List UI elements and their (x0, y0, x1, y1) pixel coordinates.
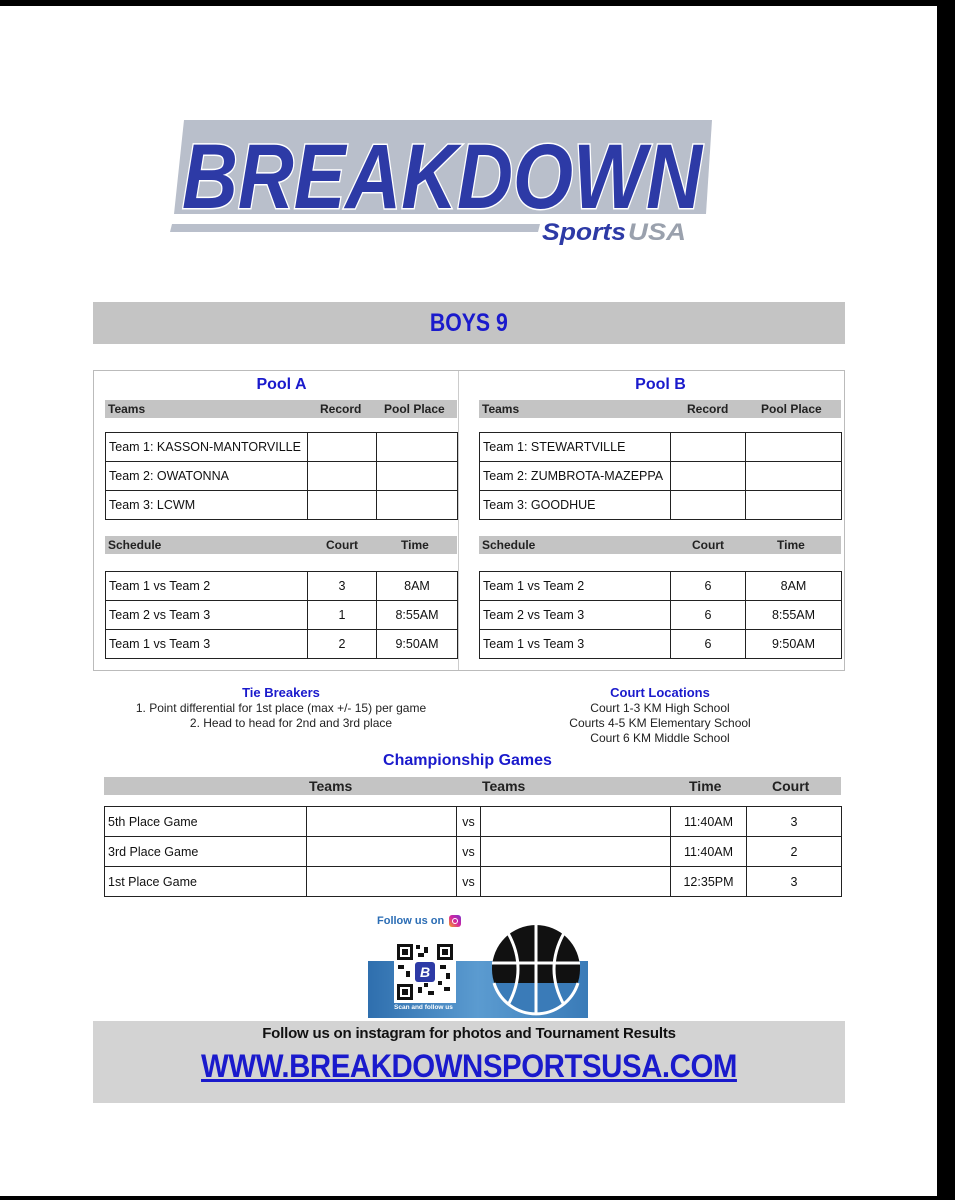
game-vs: vs (457, 807, 481, 837)
team-name: Team 2: OWATONNA (106, 462, 308, 491)
pool-a-title: Pool A (256, 376, 307, 393)
table-row (106, 572, 458, 601)
frame-bottom-border (0, 1196, 955, 1200)
pool-b-teams-table (479, 432, 842, 520)
pool-b-schedule-header (479, 536, 841, 554)
table-row (106, 630, 458, 659)
pool-a-teams-table (105, 432, 458, 520)
header-schedule: Schedule (108, 538, 162, 552)
game-team-2[interactable] (481, 837, 671, 867)
game-time: 8AM (377, 572, 458, 601)
game-time: 11:40AM (671, 807, 747, 837)
footer-banner (93, 1021, 845, 1103)
game-matchup: Team 2 vs Team 3 (106, 601, 308, 630)
pool-b-schedule-table (479, 571, 842, 659)
header-court: Court (772, 778, 810, 794)
instagram-icon (449, 915, 461, 927)
game-team-1[interactable] (307, 807, 457, 837)
tie-breaker-line: 1. Point differential for 1st place (max +/- 15) per game (135, 701, 427, 715)
pool-a (105, 371, 458, 670)
header-teams-2: Teams (482, 778, 526, 794)
pool-b-teams-header (479, 400, 841, 418)
basketball-icon (488, 921, 584, 1017)
header-teams: Teams (482, 402, 520, 416)
team-place[interactable] (377, 462, 458, 491)
court-location-line: Court 1-3 KM High School (590, 701, 730, 715)
game-court: 6 (671, 572, 746, 601)
team-name: Team 1: KASSON-MANTORVILLE (106, 433, 308, 462)
team-name: Team 1: STEWARTVILLE (480, 433, 671, 462)
table-row (480, 433, 842, 462)
division-title: BOYS 9 (430, 308, 508, 337)
court-locations-title: Court Locations (610, 685, 710, 700)
game-time: 12:35PM (671, 867, 747, 897)
game-vs: vs (457, 837, 481, 867)
game-time: 9:50AM (746, 630, 842, 659)
header-teams: Teams (108, 402, 146, 416)
championship-title: Championship Games (383, 752, 552, 769)
header-record: Record (687, 402, 729, 416)
team-record[interactable] (308, 462, 377, 491)
team-name: Team 2: ZUMBROTA-MAZEPPA (480, 462, 671, 491)
logo-usa-text: USA (628, 219, 686, 246)
game-time: 9:50AM (377, 630, 458, 659)
team-place[interactable] (746, 433, 842, 462)
website-link[interactable]: WWW.BREAKDOWNSPORTSUSA.COM (201, 1048, 737, 1084)
game-vs: vs (457, 867, 481, 897)
team-record[interactable] (308, 433, 377, 462)
header-pool-place: Pool Place (761, 402, 822, 416)
team-name: Team 3: GOODHUE (480, 491, 671, 520)
game-time: 11:40AM (671, 837, 747, 867)
table-row (106, 462, 458, 491)
game-court: 3 (747, 867, 842, 897)
breakdown-logo (170, 108, 720, 248)
logo-brand-text: BREAKDOWN (182, 126, 705, 228)
game-team-2[interactable] (481, 807, 671, 837)
pools-divider (458, 371, 459, 670)
frame-right-border (937, 0, 955, 1200)
header-teams-1: Teams (309, 778, 353, 794)
header-court: Court (692, 538, 724, 552)
header-time: Time (777, 538, 805, 552)
game-matchup: Team 1 vs Team 3 (480, 630, 671, 659)
court-location-line: Court 6 KM Middle School (590, 731, 730, 745)
svg-text:B: B (419, 964, 431, 980)
team-place[interactable] (746, 462, 842, 491)
tie-breaker-line: 2. Head to head for 2nd and 3rd place (189, 716, 393, 730)
header-schedule: Schedule (482, 538, 536, 552)
pool-a-teams-header (105, 400, 457, 418)
header-time: Time (689, 778, 722, 794)
championship-table (104, 806, 842, 897)
team-place[interactable] (377, 433, 458, 462)
game-name: 3rd Place Game (105, 837, 307, 867)
frame-top-border (0, 0, 955, 6)
table-row (480, 630, 842, 659)
game-time: 8:55AM (746, 601, 842, 630)
table-row (480, 601, 842, 630)
team-record[interactable] (671, 491, 746, 520)
game-time: 8:55AM (377, 601, 458, 630)
game-court: 2 (747, 837, 842, 867)
game-team-2[interactable] (481, 867, 671, 897)
court-location-line: Courts 4-5 KM Elementary School (569, 716, 751, 730)
game-court: 6 (671, 601, 746, 630)
table-row (105, 837, 842, 867)
header-time: Time (401, 538, 429, 552)
championship-header (104, 777, 841, 795)
team-name: Team 3: LCWM (106, 491, 308, 520)
logo-sports-text: Sports (542, 219, 626, 246)
team-place[interactable] (377, 491, 458, 520)
header-pool-place: Pool Place (384, 402, 445, 416)
table-row (106, 601, 458, 630)
game-court: 3 (308, 572, 377, 601)
instagram-promo[interactable] (368, 905, 588, 1018)
pool-b-title: Pool B (635, 376, 686, 393)
game-time: 8AM (746, 572, 842, 601)
game-matchup: Team 1 vs Team 2 (106, 572, 308, 601)
game-team-1[interactable] (307, 867, 457, 897)
table-row (105, 807, 842, 837)
team-record[interactable] (671, 462, 746, 491)
game-matchup: Team 2 vs Team 3 (480, 601, 671, 630)
team-place[interactable] (746, 491, 842, 520)
table-row (480, 572, 842, 601)
pools-container (93, 370, 845, 671)
game-team-1[interactable] (307, 837, 457, 867)
table-row (106, 433, 458, 462)
game-name: 5th Place Game (105, 807, 307, 837)
scan-text: Scan and follow us (394, 1004, 453, 1011)
follow-us-text: Follow us on (377, 915, 445, 927)
table-row (480, 491, 842, 520)
header-record: Record (320, 402, 362, 416)
qr-code-icon[interactable] (394, 941, 456, 1003)
header-court: Court (326, 538, 358, 552)
game-court: 6 (671, 630, 746, 659)
game-court: 1 (308, 601, 377, 630)
table-row (106, 491, 458, 520)
table-row (105, 867, 842, 897)
pool-b (479, 371, 842, 670)
game-matchup: Team 1 vs Team 3 (106, 630, 308, 659)
game-court: 2 (308, 630, 377, 659)
team-record[interactable] (671, 433, 746, 462)
game-name: 1st Place Game (105, 867, 307, 897)
pool-a-schedule-table (105, 571, 458, 659)
table-row (480, 462, 842, 491)
pool-a-schedule-header (105, 536, 457, 554)
game-court: 3 (747, 807, 842, 837)
division-title-bar (93, 302, 845, 344)
game-matchup: Team 1 vs Team 2 (480, 572, 671, 601)
tie-breakers-title: Tie Breakers (242, 685, 320, 700)
team-record[interactable] (308, 491, 377, 520)
footer-instagram-text: Follow us on instagram for photos and Tournament Results (262, 1025, 676, 1042)
